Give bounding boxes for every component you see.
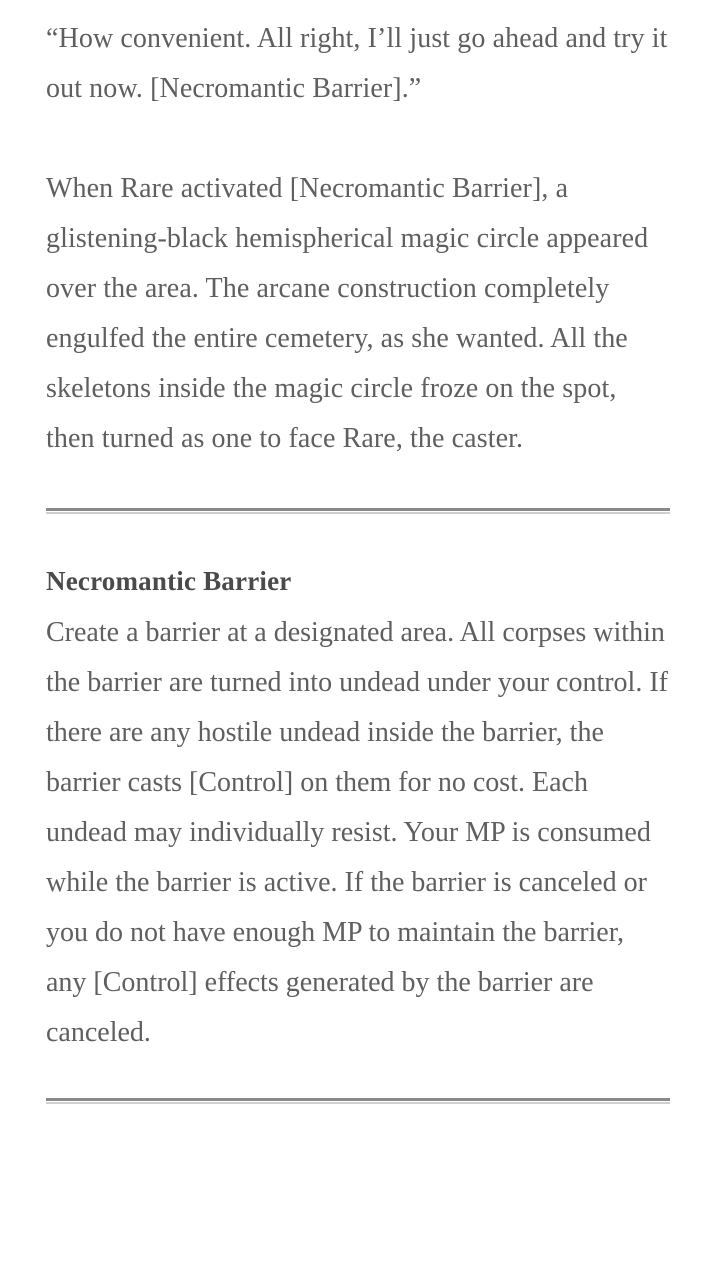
story-paragraph-1: “How convenient. All right, I’ll just go ahead and try it out now. [Necromantic Barrier].” <box>46 23 668 104</box>
skill-info-box <box>46 560 670 1058</box>
skill-title: Necromantic Barrier <box>46 566 292 596</box>
paragraph-spacer <box>46 114 670 164</box>
section-divider-top <box>46 508 670 514</box>
story-paragraph-2: When Rare activated [Necromantic Barrier], a glistening-black hemispherical magic circle appeared over the area. The arcane construction completely engulfed the entire cemetery, as she wanted. All the skeletons inside the magic circle froze on the spot, then turned as one to face Rare, the caster. <box>46 173 649 454</box>
skill-description: Create a barrier at a designated area. All corpses within the barrier are turned into undead under your control. If there are any hostile undead inside the barrier, the barrier casts [Control] on them for no cost. Each undead may individually resist. Your MP is consumed while the barrier is active. If the barrier is canceled or you do not have enough MP to maintain the barrier, any [Control] effects generated by the barrier are canceled. <box>46 617 668 1048</box>
section-divider-bottom <box>46 1098 670 1104</box>
